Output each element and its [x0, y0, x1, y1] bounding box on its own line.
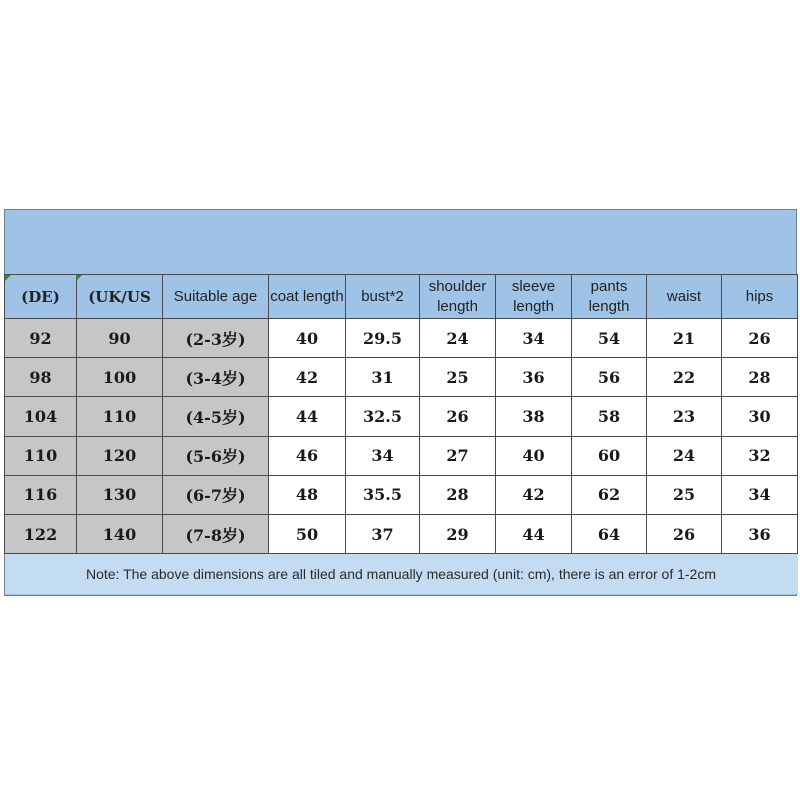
- shoulder-length-cell: 24: [420, 319, 496, 358]
- bust-cell: 29.5: [346, 319, 420, 358]
- uk-us-size-cell: 130: [77, 475, 163, 514]
- note-row: [5, 554, 798, 594]
- header-de-size: (DE): [5, 275, 77, 319]
- age-cell: (6-7岁): [163, 475, 269, 514]
- hips-cell: 26: [722, 319, 798, 358]
- de-size-cell: 110: [5, 436, 77, 475]
- bust-cell: 37: [346, 514, 420, 553]
- table-row: [5, 397, 798, 436]
- pants-length-cell: 56: [572, 358, 647, 397]
- waist-cell: 21: [647, 319, 722, 358]
- header-coat-length: coat length: [269, 275, 346, 319]
- hips-cell: 34: [722, 475, 798, 514]
- de-size-cell: 98: [5, 358, 77, 397]
- shoulder-length-cell: 28: [420, 475, 496, 514]
- hips-cell: 28: [722, 358, 798, 397]
- table-row: [5, 514, 798, 553]
- de-size-cell: 92: [5, 319, 77, 358]
- pants-length-cell: 64: [572, 514, 647, 553]
- hips-cell: 36: [722, 514, 798, 553]
- header-uk-us-size: (UK/US: [77, 275, 163, 319]
- coat-length-cell: 44: [269, 397, 346, 436]
- table-row: [5, 436, 798, 475]
- sleeve-length-cell: 40: [496, 436, 572, 475]
- de-size-cell: 122: [5, 514, 77, 553]
- hips-cell: 32: [722, 436, 798, 475]
- age-cell: (5-6岁): [163, 436, 269, 475]
- age-cell: (4-5岁): [163, 397, 269, 436]
- de-size-cell: 104: [5, 397, 77, 436]
- size-table: [4, 274, 798, 594]
- uk-us-size-cell: 140: [77, 514, 163, 553]
- cell-marker-icon: [76, 275, 82, 281]
- waist-cell: 26: [647, 514, 722, 553]
- pants-length-cell: 60: [572, 436, 647, 475]
- bust-cell: 34: [346, 436, 420, 475]
- uk-us-size-cell: 100: [77, 358, 163, 397]
- pants-length-cell: 58: [572, 397, 647, 436]
- age-cell: (2-3岁): [163, 319, 269, 358]
- coat-length-cell: 40: [269, 319, 346, 358]
- bust-cell: 32.5: [346, 397, 420, 436]
- uk-us-size-cell: 120: [77, 436, 163, 475]
- coat-length-cell: 46: [269, 436, 346, 475]
- coat-length-cell: 48: [269, 475, 346, 514]
- table-row: [5, 475, 798, 514]
- header-hips: hips: [722, 275, 798, 319]
- shoulder-length-cell: 27: [420, 436, 496, 475]
- waist-cell: 24: [647, 436, 722, 475]
- age-cell: (3-4岁): [163, 358, 269, 397]
- coat-length-cell: 42: [269, 358, 346, 397]
- waist-cell: 23: [647, 397, 722, 436]
- header-bust: bust*2: [346, 275, 420, 319]
- shoulder-length-cell: 29: [420, 514, 496, 553]
- header-shoulder-length: shoulder length: [420, 275, 496, 319]
- coat-length-cell: 50: [269, 514, 346, 553]
- sleeve-length-cell: 36: [496, 358, 572, 397]
- measurement-note: Note: The above dimensions are all tiled and manually measured (unit: cm), there is an error of 1-2cm: [5, 554, 798, 594]
- cell-marker-icon: [5, 275, 11, 281]
- hips-cell: 30: [722, 397, 798, 436]
- sleeve-length-cell: 34: [496, 319, 572, 358]
- sleeve-length-cell: 38: [496, 397, 572, 436]
- uk-us-size-cell: 110: [77, 397, 163, 436]
- shoulder-length-cell: 25: [420, 358, 496, 397]
- waist-cell: 25: [647, 475, 722, 514]
- table-row: [5, 358, 798, 397]
- waist-cell: 22: [647, 358, 722, 397]
- sleeve-length-cell: 42: [496, 475, 572, 514]
- bust-cell: 35.5: [346, 475, 420, 514]
- header-waist: waist: [647, 275, 722, 319]
- header-sleeve-length: sleeve length: [496, 275, 572, 319]
- table-header-row: [5, 275, 798, 319]
- pants-length-cell: 54: [572, 319, 647, 358]
- table-row: [5, 319, 798, 358]
- header-suitable-age: Suitable age: [163, 275, 269, 319]
- bust-cell: 31: [346, 358, 420, 397]
- shoulder-length-cell: 26: [420, 397, 496, 436]
- header-pants-length: pants length: [572, 275, 647, 319]
- pants-length-cell: 62: [572, 475, 647, 514]
- de-size-cell: 116: [5, 475, 77, 514]
- age-cell: (7-8岁): [163, 514, 269, 553]
- uk-us-size-cell: 90: [77, 319, 163, 358]
- sleeve-length-cell: 44: [496, 514, 572, 553]
